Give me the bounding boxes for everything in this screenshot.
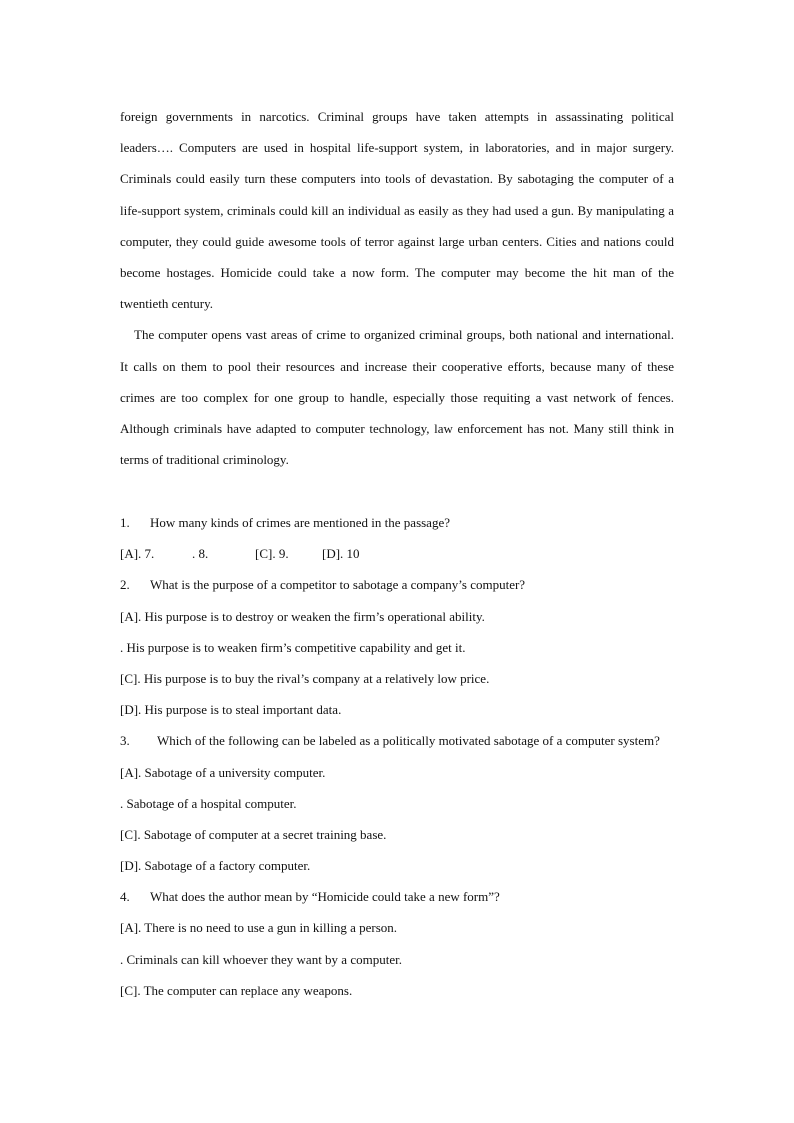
question-1: [120, 507, 674, 538]
question-number: 3.: [120, 733, 130, 749]
option-a: [A]. Sabotage of a university computer.: [120, 764, 326, 780]
option-b: . 8.: [192, 546, 209, 562]
option-b: . Sabotage of a hospital computer.: [120, 795, 297, 811]
option-c: [C]. His purpose is to buy the rival’s company at a relatively low price.: [120, 670, 490, 686]
question-list: [120, 507, 674, 1006]
option-a: [A]. 7.: [120, 546, 155, 562]
option-d: [D]. 10: [322, 546, 360, 562]
option-a: [A]. There is no need to use a gun in killing a person.: [120, 920, 398, 936]
question-4: [120, 881, 674, 912]
question-number: 4.: [120, 889, 130, 905]
question-number: 1.: [120, 515, 130, 530]
option-d: [D]. His purpose is to steal important data.: [120, 702, 342, 718]
option-a: [A]. His purpose is to destroy or weaken the firm’s operational ability.: [120, 608, 485, 624]
option-b: . His purpose is to weaken firm’s competitive capability and get it.: [120, 639, 466, 655]
passage-paragraph-2: The computer opens vast areas of crime to organized criminal groups, both national and international. It calls on them to pool their resources and increase their cooperative efforts, because many of these crimes are too complex for one group to handle, especially those requiting a vast network of fences. Although criminals have adapted to computer technology, law enforcement has not. Many still think in terms of traditional criminology.: [120, 327, 674, 468]
question-text: How many kinds of crimes are mentioned in the passage?: [150, 515, 450, 530]
question-text: What is the purpose of a competitor to sabotage a company’s computer?: [150, 577, 526, 593]
question-3: [120, 725, 674, 756]
passage-paragraph-1: foreign governments in narcotics. Criminal groups have taken attempts in assassinating political leaders…. Computers are used in hospital life-support system, in laboratories, and in major surgery. Criminals could easily turn these computers into tools of devastation. By sabotaging the computer of a life-support system, criminals could kill an individual as easily as they had used a gun. By manipulating a computer, they could guide awesome tools of terror against large urban centers. Cities and nations could become hostages. Homicide could take a now form. The computer may become the hit man of the twentieth century.: [120, 109, 674, 312]
question-text: What does the author mean by “Homicide could take a new form”?: [150, 889, 500, 905]
option-c: [C]. 9.: [255, 546, 289, 562]
option-b: . Criminals can kill whoever they want by a computer.: [120, 951, 402, 967]
option-d: [D]. Sabotage of a factory computer.: [120, 858, 311, 874]
question-1-options: [120, 538, 674, 569]
question-text: Which of the following can be labeled as a politically motivated sabotage of a computer system?: [157, 733, 660, 749]
option-c: [C]. The computer can replace any weapons.: [120, 982, 353, 998]
question-number: 2.: [120, 577, 130, 593]
question-2: [120, 569, 674, 600]
option-c: [C]. Sabotage of computer at a secret training base.: [120, 826, 387, 842]
reading-passage: [120, 101, 674, 475]
